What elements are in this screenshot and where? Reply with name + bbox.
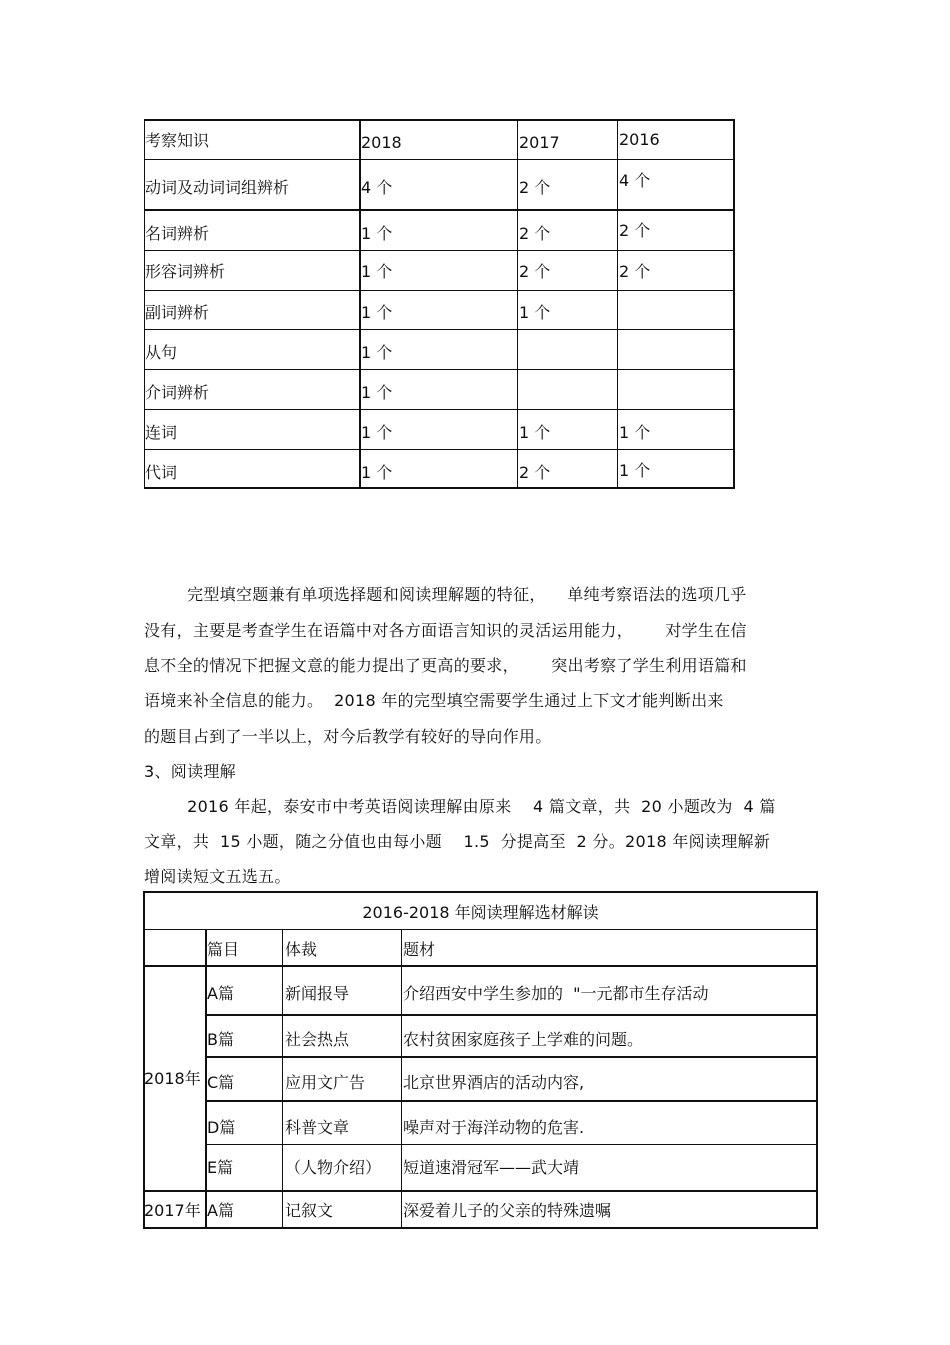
table-border xyxy=(144,119,734,121)
table-header-cell: 考察知识 xyxy=(145,131,210,150)
paragraph-line: 增阅读短文五选五。 xyxy=(144,867,291,886)
table-cell: 1 个 xyxy=(619,423,651,442)
table-cell: 从句 xyxy=(145,343,178,362)
table-cell: D篇 xyxy=(207,1118,236,1137)
table-cell: 2 个 xyxy=(519,178,551,197)
table-header-cell: 篇目 xyxy=(207,940,240,959)
paragraph-line: 的题目占到了一半以上，对今后教学有较好的导向作用。 xyxy=(144,727,552,746)
section-heading: 3、阅读理解 xyxy=(144,762,236,781)
table-cell: 应用文广告 xyxy=(285,1073,366,1092)
table-border xyxy=(144,250,734,251)
table-border xyxy=(401,929,402,1229)
table-header-cell: 题材 xyxy=(403,940,436,959)
table-header-cell: 2017 xyxy=(519,133,560,152)
table-cell: C篇 xyxy=(207,1073,235,1092)
table-border xyxy=(143,891,818,893)
table-border xyxy=(143,1190,818,1192)
paragraph-line: 没有，主要是考查学生在语篇中对各方面语言知识的灵活运用能力， 对学生在信 xyxy=(144,621,747,640)
table-cell: 4 个 xyxy=(619,171,651,190)
table-cell: 1 个 xyxy=(361,303,393,322)
table-border xyxy=(143,929,818,930)
table-cell: 农村贫困家庭孩子上学难的问题。 xyxy=(403,1030,644,1049)
table-cell: 1 个 xyxy=(361,423,393,442)
table-cell: 1 个 xyxy=(361,262,393,281)
table-border xyxy=(144,209,734,211)
table-cell: 1 个 xyxy=(519,423,551,442)
table-border xyxy=(144,487,734,489)
table-cell: （人物介绍） xyxy=(285,1158,382,1177)
table-cell: 1 个 xyxy=(361,343,393,362)
table-cell: 动词及动词词组辨析 xyxy=(145,178,290,197)
year-cell: 2018年 xyxy=(144,1069,201,1088)
paragraph-line: 完型填空题兼有单项选择题和阅读理解题的特征， 单纯考察语法的选项几乎 xyxy=(144,585,747,604)
table-cell: 2 个 xyxy=(619,221,651,240)
table-border xyxy=(143,1227,818,1229)
table-header-cell: 2016 xyxy=(619,130,660,149)
year-cell: 2017年 xyxy=(144,1201,201,1220)
table-cell: 1 个 xyxy=(619,461,651,480)
paragraph-line: 息不全的情况下把握文意的能力提出了更高的要求， 突出考察了学生利用语篇和 xyxy=(144,656,747,675)
table-cell: 短道速滑冠军——武大靖 xyxy=(403,1158,580,1177)
table-cell: 1 个 xyxy=(361,383,393,402)
table-cell: A篇 xyxy=(207,984,234,1003)
table-border xyxy=(144,369,734,370)
table-cell: 噪声对于海洋动物的危害. xyxy=(403,1118,585,1137)
table-border xyxy=(816,891,818,1229)
table-header-cell: 2018 xyxy=(361,133,402,152)
paragraph-line: 2016 年起，泰安市中考英语阅读理解由原来 4 篇文章，共 20 小题改为 4 篇 xyxy=(144,797,776,816)
table-border xyxy=(733,119,735,489)
table-cell: 1 个 xyxy=(519,303,551,322)
table-border xyxy=(205,1056,818,1058)
table-cell: 深爱着儿子的父亲的特殊遗嘱 xyxy=(403,1201,612,1220)
table-cell: 记叙文 xyxy=(285,1201,334,1220)
table-cell: B篇 xyxy=(207,1030,234,1049)
table-border xyxy=(143,891,145,1229)
table-border xyxy=(144,449,734,450)
paragraph-line: 语境来补全信息的能力。 2018 年的完型填空需要学生通过上下文才能判断出来 xyxy=(144,691,724,710)
table-cell: E篇 xyxy=(207,1158,234,1177)
table-cell: 科普文章 xyxy=(285,1118,350,1137)
table-cell: 2 个 xyxy=(519,262,551,281)
table-border xyxy=(143,965,818,967)
table-border xyxy=(144,409,734,410)
table-cell: 代词 xyxy=(145,463,178,482)
table-cell: 1 个 xyxy=(361,224,393,243)
table-cell: 连词 xyxy=(145,423,178,442)
table-border xyxy=(205,1144,818,1145)
table-cell: 副词辨析 xyxy=(145,303,210,322)
table-cell: 4 个 xyxy=(361,178,393,197)
table-border xyxy=(517,119,518,489)
table-cell: 介词辨析 xyxy=(145,383,210,402)
table-border xyxy=(144,329,734,330)
table-cell: 2 个 xyxy=(519,224,551,243)
table-cell: 介绍西安中学生参加的 "一元都市生存活动 xyxy=(403,984,709,1003)
table-border xyxy=(617,119,618,489)
table-cell: 形容词辨析 xyxy=(145,262,226,281)
table-border xyxy=(144,159,734,160)
table-cell: 社会热点 xyxy=(285,1030,350,1049)
table-header-cell: 体裁 xyxy=(285,940,318,959)
table-cell: 2 个 xyxy=(519,463,551,482)
table-cell: 1 个 xyxy=(361,463,393,482)
table-cell: 新闻报导 xyxy=(285,984,350,1003)
table-border xyxy=(144,290,734,291)
table-border xyxy=(205,1100,818,1102)
table-cell: A篇 xyxy=(207,1201,234,1220)
table-border xyxy=(282,929,283,1229)
table-cell: 2 个 xyxy=(619,262,651,281)
table-cell: 名词辨析 xyxy=(145,224,210,243)
table-title: 2016-2018 年阅读理解选材解读 xyxy=(362,903,599,922)
paragraph-line: 文章，共 15 小题，随之分值也由每小题 1.5 分提高至 2 分。2018 年阅读理解新 xyxy=(144,832,771,851)
table-cell: 北京世界酒店的活动内容, xyxy=(403,1073,585,1092)
table-border xyxy=(205,1014,818,1016)
